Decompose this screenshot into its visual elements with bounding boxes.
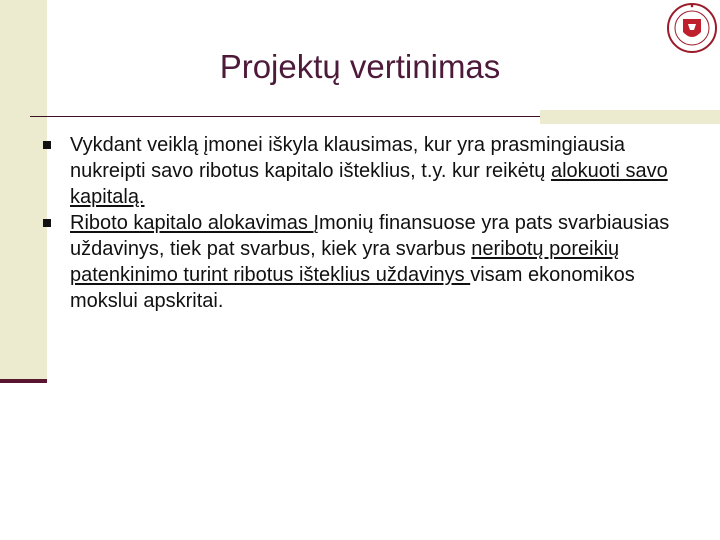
title-rule-accent-band — [540, 110, 720, 124]
bullet-text: Įmonių finansuose yra pats svarbiausias uždavinys, tiek pat svarbus, kiek yra svarbus — [70, 212, 670, 260]
left-band-rule — [0, 379, 47, 383]
square-bullet-icon — [43, 141, 51, 149]
underlined-phrase: neribotų poreikių patenkinimo turint ribotus išteklius uždavinys — [70, 238, 620, 286]
bullet-text: visam ekonomikos mokslui apskritai. — [70, 264, 635, 312]
bullet-item-capital-allocation — [40, 210, 680, 314]
slide-title: Projektų vertinimas — [219, 48, 501, 85]
underlined-phrase: alokuoti savo kapitalą. — [70, 160, 668, 208]
university-crest-icon — [666, 2, 718, 54]
bullet-item-capital-question — [40, 132, 680, 210]
underlined-phrase: Riboto kapitalo alokavimas — [70, 212, 314, 234]
square-bullet-icon — [43, 219, 51, 227]
slide-content — [40, 132, 680, 314]
title-underline-rule — [30, 116, 540, 117]
bullet-text: Vykdant veiklą įmonei iškyla klausimas, kur yra prasmingiausia nukreipti savo ribotus kapitalo išteklius, t.y. kur reikėtų — [70, 134, 626, 182]
